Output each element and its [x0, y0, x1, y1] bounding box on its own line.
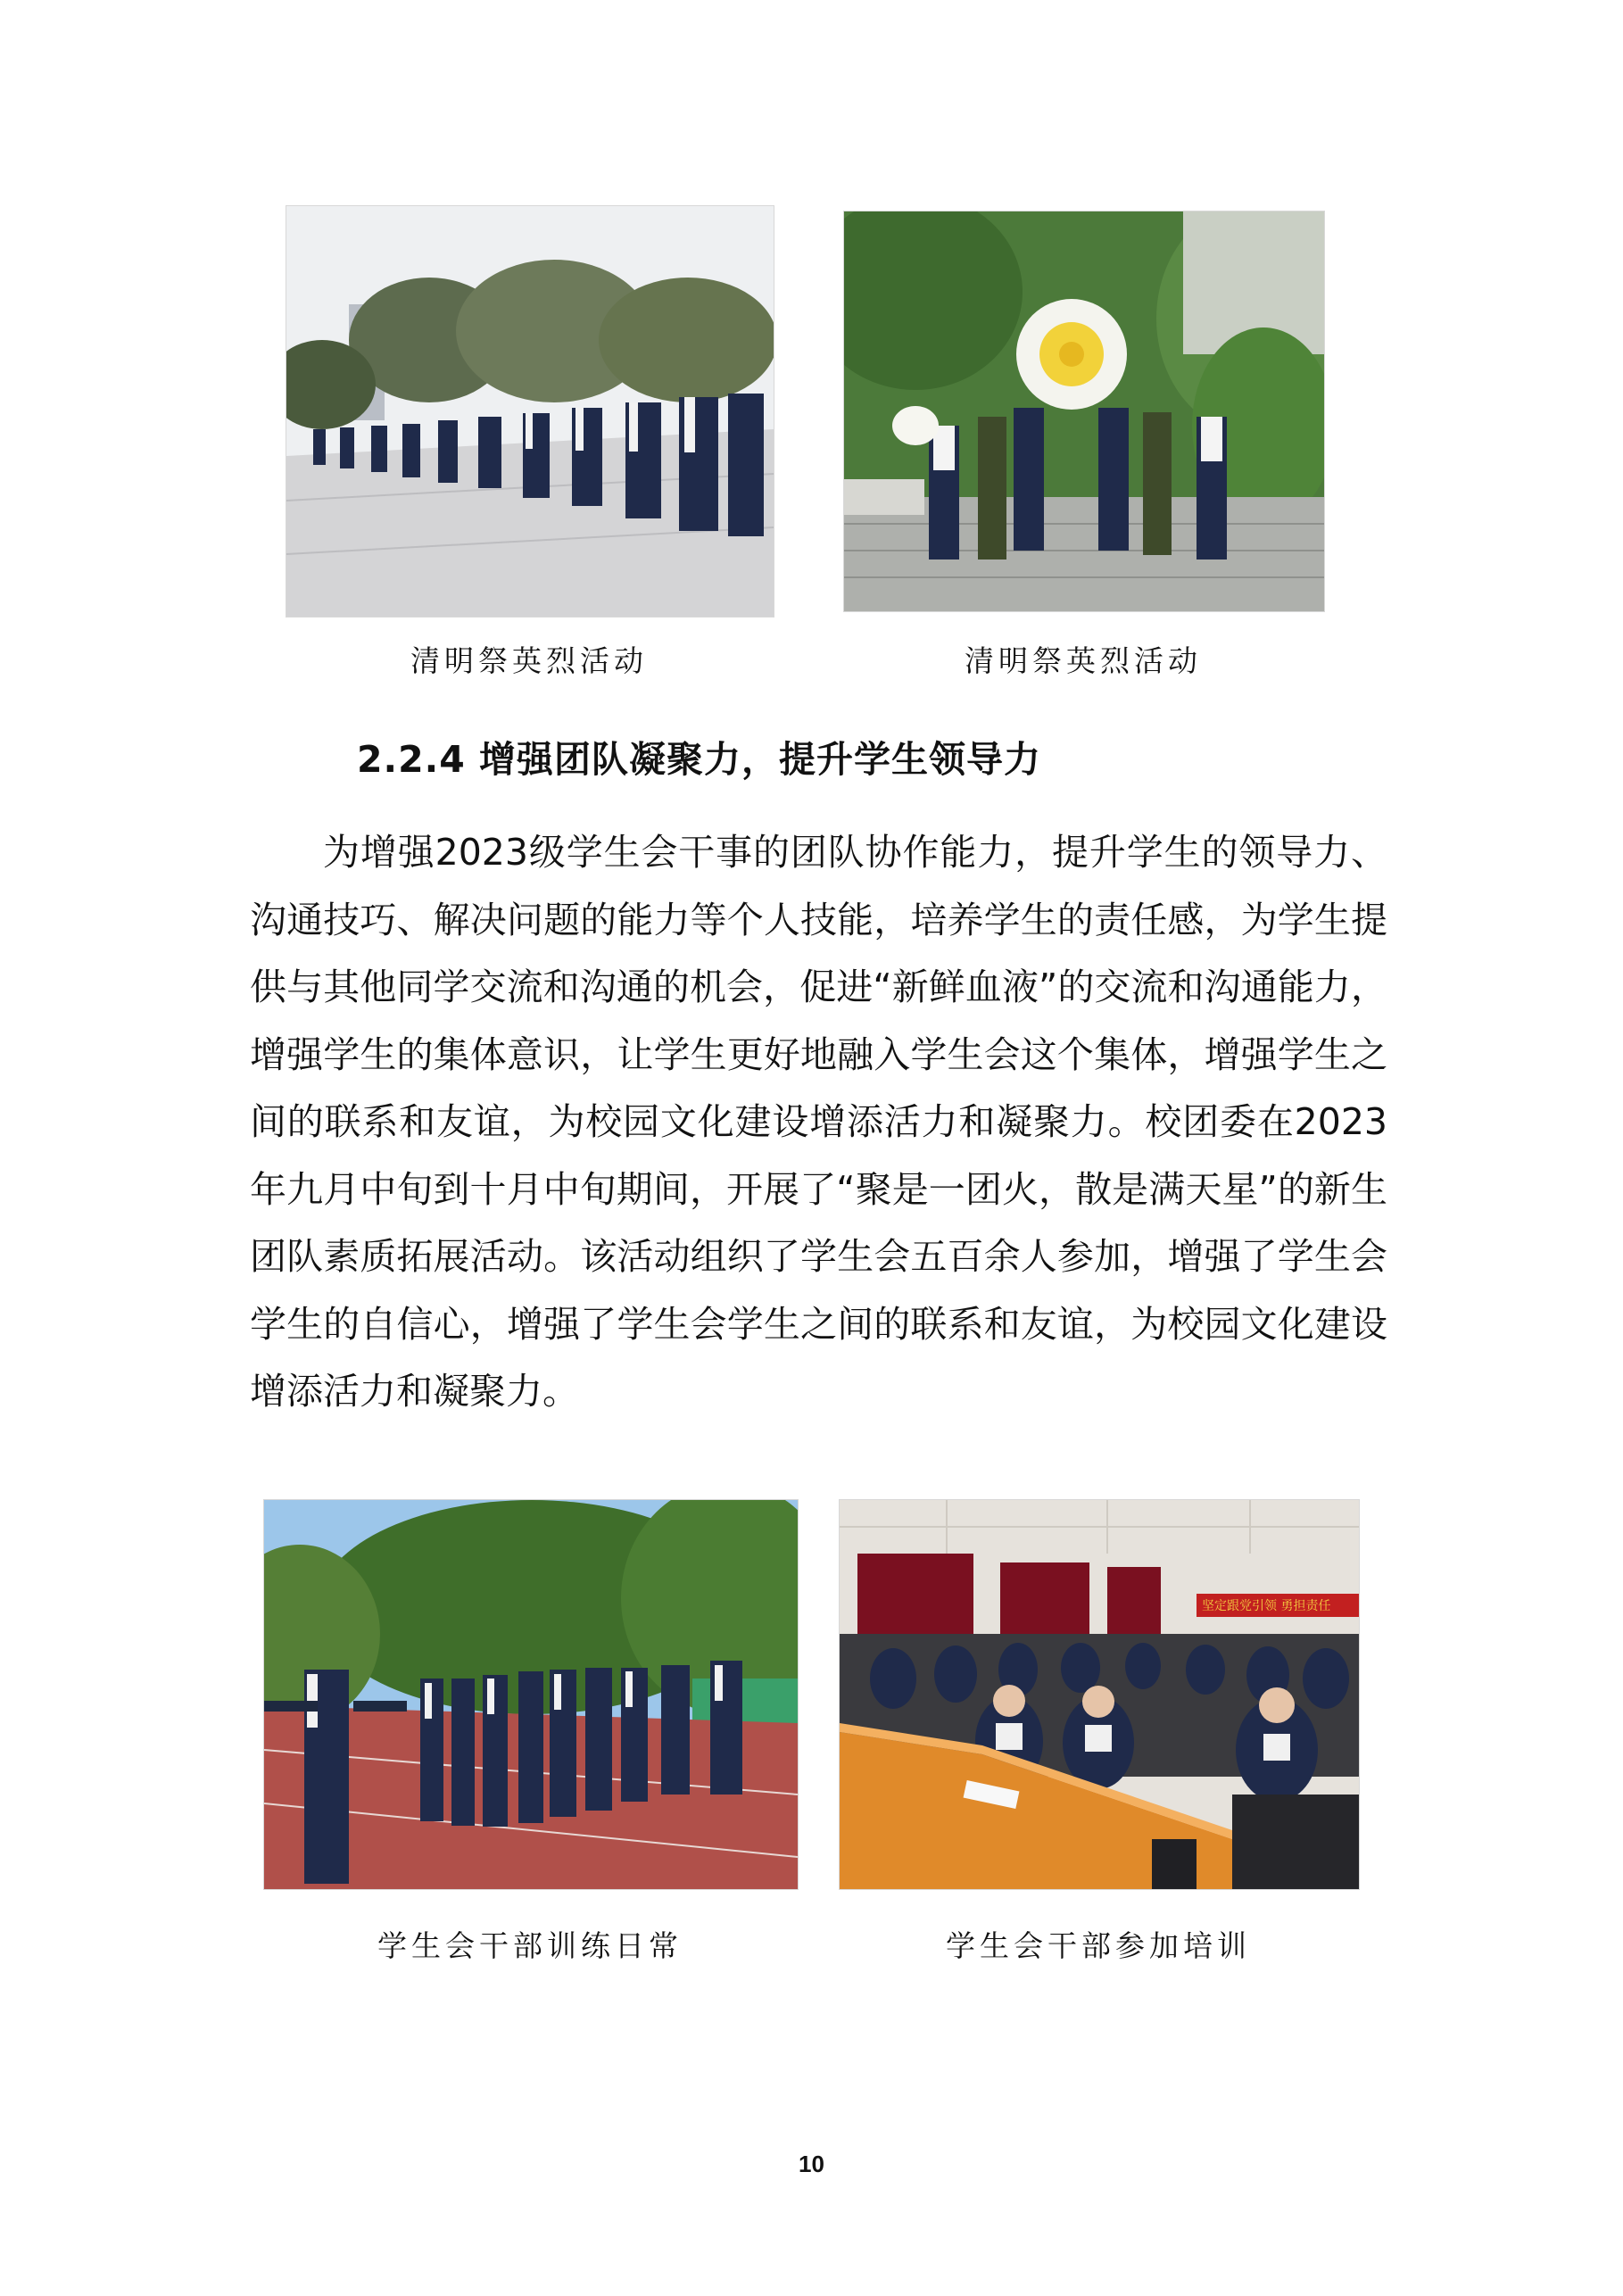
photo-caption-bottom-left: 学生会干部训练日常 — [377, 1928, 683, 1963]
lecture-banner-text: 坚定跟党引领 勇担责任 — [1202, 1599, 1331, 1613]
photo-caption-top-right: 清明祭英烈活动 — [965, 643, 1202, 678]
photo-student-union-training — [263, 1499, 799, 1890]
photo-memorial-bowing — [286, 205, 774, 618]
page-number: 10 — [799, 2151, 824, 2177]
section-heading: 2.2.4 增强团队凝聚力，提升学生领导力 — [357, 738, 1042, 781]
photo-caption-top-left: 清明祭英烈活动 — [410, 643, 648, 678]
photo-caption-bottom-right: 学生会干部参加培训 — [946, 1928, 1251, 1963]
photo-student-union-lecture — [839, 1499, 1360, 1890]
section-paragraph: 为增强2023级学生会干事的团队协作能力，提升学生的领导力、沟通技巧、解决问题的能力等个人技能，培养学生的责任感，为学生提供与其他同学交流和沟通的机会，促进“新鲜血液”的交流和沟通能力，增强学生的集体意识，让学生更好地融入学生会这个集体，增强学生之间的联系和友谊，为校园文化建设增添活力和凝聚力。校团委在2023年九月中旬到十月中旬期间，开展了“聚是一团火，散是满天星”的新生团队素质拓展活动。该活动组织了学生会五百余人参加，增强了学生会学生的自信心，增强了学生会学生之间的联系和友谊，为校园文化建设增添活力和凝聚力。 — [250, 831, 1387, 1413]
photo-wreath-procession — [843, 211, 1325, 612]
